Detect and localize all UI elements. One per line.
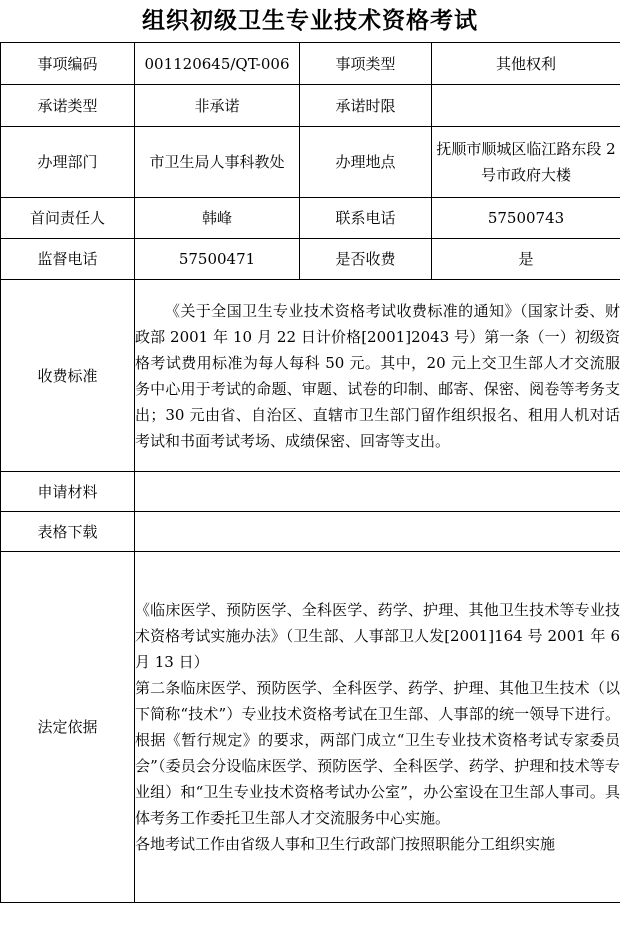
table-row [1,239,620,280]
legal-basis-paragraph: 各地考试工作由省级人事和卫生行政部门按照职能分工组织实施 [135,835,556,853]
responsible-person-value: 韩峰 [135,198,300,239]
fee-standard-cell [135,280,620,472]
place-label: 办理地点 [300,127,432,198]
legal-basis-paragraph: 《临床医学、预防医学、全科医学、药学、护理、其他卫生技术等专业技术资格考试实施办法》（卫生部、人事部卫人发[2001]164 号 2001 年 6 月 13 日） [135,601,620,671]
page-title: 组织初级卫生专业技术资格考试 [142,7,478,34]
fee-flag-label: 是否收费 [300,239,432,280]
materials-value [135,472,620,512]
promise-type-label: 承诺类型 [1,85,135,127]
promise-limit-label: 承诺时限 [300,85,432,127]
supervise-phone-label: 监督电话 [1,239,135,280]
supervise-phone-value: 57500471 [135,239,300,280]
contact-phone-label: 联系电话 [300,198,432,239]
dept-label: 办理部门 [1,127,135,198]
legal-basis-paragraph: 第二条临床医学、预防医学、全科医学、药学、护理、其他卫生技术（以下简称“技术”）专业技术资格考试在卫生部、人事部的统一领导下进行。根据《暂行规定》的要求，两部门成立“卫生专业技术资格考试专家委员会”（委员会分设临床医学、预防医学、全科医学、药学、护理和技术等专业组）和“卫生专业技术资格考试办公室”，办公室设在卫生部人事司。具体考务工作委托卫生部人才交流服务中心实施。 [135,679,620,827]
info-table [0,42,620,903]
legal-basis-cell [135,552,620,903]
contact-phone-value: 57500743 [432,198,620,239]
item-type-label: 事项类型 [300,43,432,85]
dept-value: 市卫生局人事科教处 [135,127,300,198]
table-row [1,85,620,127]
table-row [1,280,620,472]
fee-flag-value: 是 [432,239,620,280]
materials-label: 申请材料 [1,472,135,512]
promise-limit-value [432,85,620,127]
item-type-value: 其他权利 [432,43,620,85]
item-code-value: 001120645/QT-006 [135,43,300,85]
table-row [1,512,620,552]
table-row [1,472,620,512]
fee-standard-text: 《关于全国卫生专业技术资格考试收费标准的通知》（国家计委、财政部 2001 年 10 月 22 日计价格[2001]2043 号）第一条（一）初级资格考试费用标准为每人每科 50 元。其中，20 元上交卫生部人才交流服务中心用于考试的命题、审题、试卷的印制、邮寄、保密、阅卷等考务支出；30 元由省、自治区、直辖市卫生部门留作组织报名、租用人机对话考试和书面考试考场、成绩保密、回寄等支出。 [135,301,620,450]
legal-basis-label: 法定依据 [1,552,135,903]
table-row [1,127,620,198]
form-download-value [135,512,620,552]
table-row [1,552,620,903]
fee-standard-label: 收费标准 [1,280,135,472]
place-value: 抚顺市顺城区临江路东段 2 号市政府大楼 [432,127,620,198]
form-download-label: 表格下载 [1,512,135,552]
responsible-person-label: 首问责任人 [1,198,135,239]
promise-type-value: 非承诺 [135,85,300,127]
item-code-label: 事项编码 [1,43,135,85]
table-row [1,43,620,85]
table-row [1,198,620,239]
